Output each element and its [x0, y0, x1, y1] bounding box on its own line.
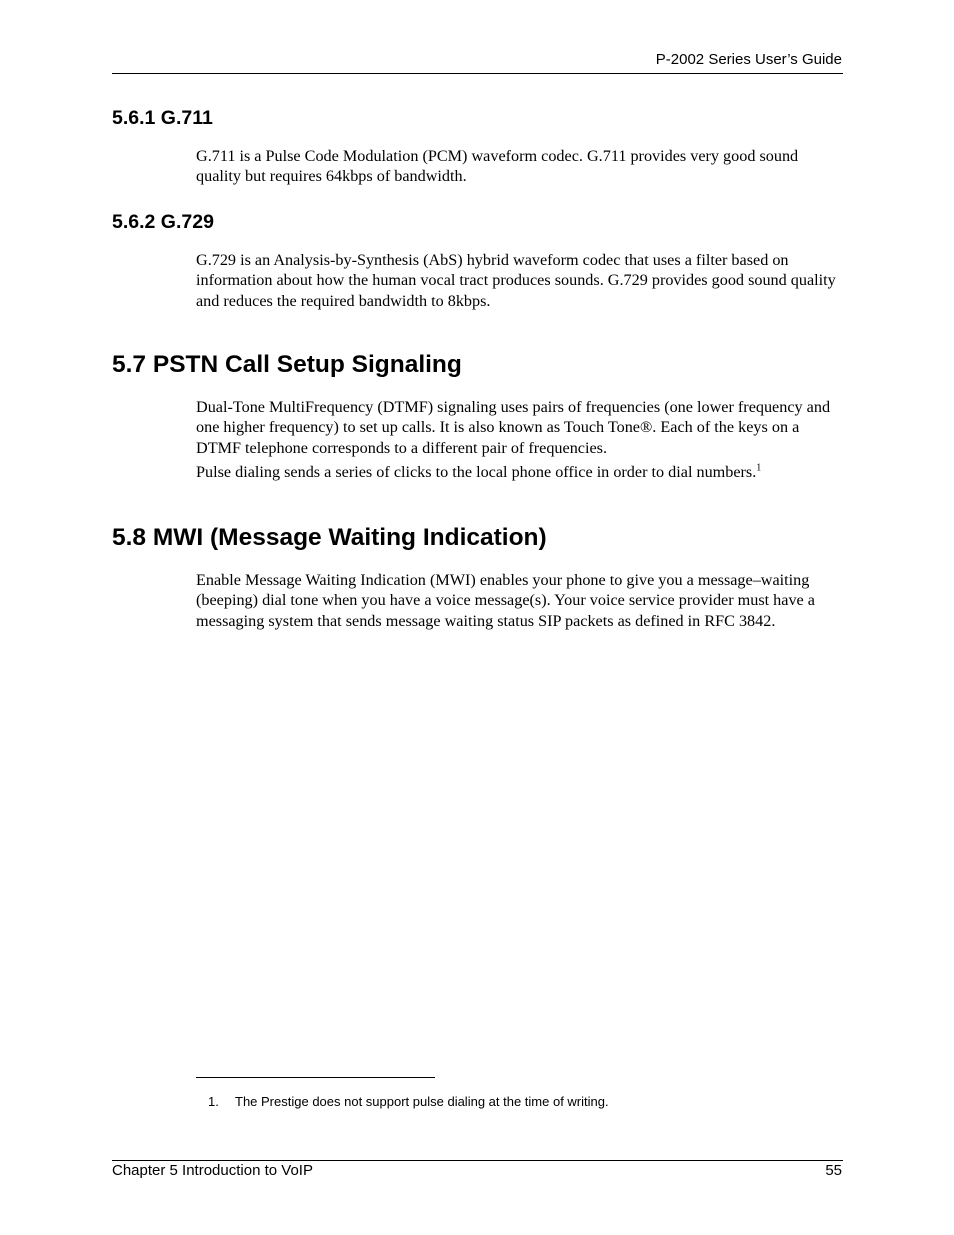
footnote-reference[interactable]: 1 — [756, 462, 762, 474]
paragraph-dtmf-text: Dual-Tone MultiFrequency (DTMF) signaling uses pairs of frequencies (one lower frequency and one higher frequency) to set up calls. It is also known as Touch Tone®. Each of the keys on a DTMF telephone corresponds to a different pair of frequencies. — [196, 398, 831, 457]
heading-5-7: 5.7 PSTN Call Setup Signaling — [112, 351, 462, 378]
paragraph-pulse-text: Pulse dialing sends a series of clicks to the local phone office in order to dial numbers. — [196, 463, 757, 482]
paragraph-pstn — [196, 397, 842, 483]
page-number: 55 — [825, 1162, 842, 1179]
heading-5-8: 5.8 MWI (Message Waiting Indication) — [112, 524, 547, 551]
heading-5-6-1: 5.6.1 G.711 — [112, 107, 213, 129]
paragraph-g729 — [196, 250, 842, 311]
paragraph-mwi-text: Enable Message Waiting Indication (MWI) enables your phone to give you a message–waiting (beeping) dial tone when you have a voice message(s). Your voice service provider must have a messaging system that sends message waiting status SIP packets as defined in RFC 3842. — [196, 571, 815, 630]
running-header-title: P-2002 Series User’s Guide — [655, 51, 842, 68]
paragraph-pulse-dialing — [196, 462, 842, 482]
heading-5-6-2: 5.6.2 G.729 — [112, 211, 214, 233]
paragraph-g729-text: G.729 is an Analysis-by-Synthesis (AbS) hybrid waveform codec that uses a filter based on information about how the human vocal tract produces sounds. G.729 provides good sound quality and reduces the required bandwidth to 8kbps. — [196, 251, 836, 310]
paragraph-g711-text: G.711 is a Pulse Code Modulation (PCM) waveform codec. G.711 provides very good sound quality but requires 64kbps of bandwidth. — [196, 147, 799, 186]
footer-rule — [112, 1160, 843, 1161]
header-rule — [112, 73, 843, 74]
footer-chapter-title: Chapter 5 Introduction to VoIP — [112, 1162, 313, 1179]
footnote — [208, 1094, 609, 1109]
paragraph-g711 — [196, 146, 842, 187]
footnote-number: 1. — [208, 1094, 219, 1109]
footnote-rule — [196, 1077, 435, 1078]
paragraph-mwi — [196, 570, 842, 631]
footnote-text: The Prestige does not support pulse dialing at the time of writing. — [235, 1094, 609, 1109]
